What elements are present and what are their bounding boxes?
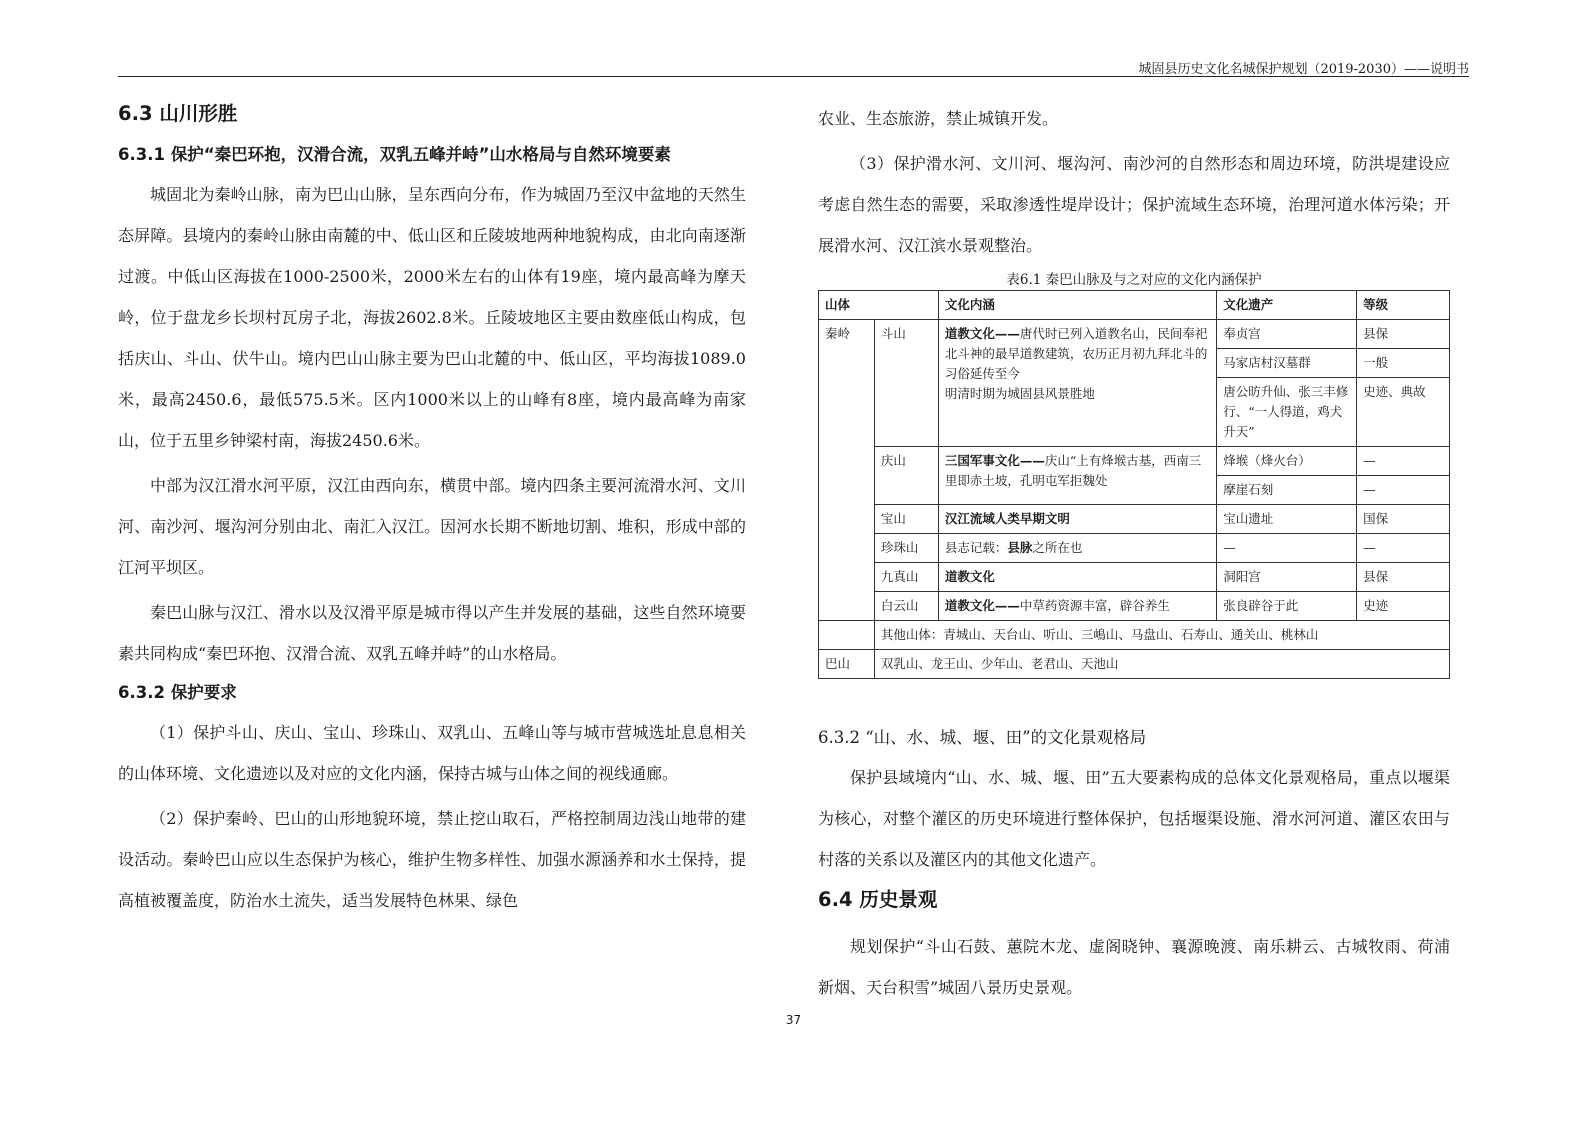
paragraph: 中部为汉江滑水河平原，汉江由西向东，横贯中部。境内四条主要河流滑水河、文川河、南沙河、堰沟河分别由北、南汇入汉江。因河水长期不断地切割、堆积，形成中部的江河平坝区。 bbox=[118, 476, 746, 577]
paragraph: 保护县域境内“山、水、城、堰、田”五大要素构成的总体文化景观格局，重点以堰渠为核心，对整个灌区的历史环境进行整体保护，包括堰渠设施、滑水河河道、灌区农田与村落的关系以及灌区内的其他文化遗产。 bbox=[818, 768, 1450, 869]
cell-heritage: 张良辟谷于此 bbox=[1217, 592, 1357, 621]
left-column bbox=[118, 98, 746, 925]
culture-text: 明清时期为城固县风景胜地 bbox=[944, 386, 1095, 401]
cell-mountain: 庆山 bbox=[874, 447, 938, 505]
cell-culture bbox=[938, 505, 1216, 534]
culture-text: 之所在也 bbox=[1032, 540, 1083, 555]
cell-culture bbox=[938, 320, 1216, 447]
cell-heritage: 烽堠（烽火台） bbox=[1217, 447, 1357, 476]
culture-bold: 县脉 bbox=[1007, 540, 1033, 555]
table-header-row bbox=[819, 291, 1450, 320]
section-heading-6-4: 6.4 历史景观 bbox=[818, 888, 938, 911]
paragraph: （2）保护秦岭、巴山的山形地貌环境，禁止挖山取石，严格控制周边浅山地带的建设活动。秦岭巴山应以生态保护为核心，维护生物多样性、加强水源涵养和水土保持，提高植被覆盖度，防治水土流失，适当发展特色林果、绿色 bbox=[118, 809, 746, 910]
cell-other-mountains: 其他山体：青城山、天台山、听山、三嶋山、马盘山、石寿山、通关山、桃林山 bbox=[874, 621, 1449, 650]
table-caption: 表6.1 秦巴山脉及与之对应的文化内涵保护 bbox=[1006, 272, 1262, 288]
paragraph: （3）保护滑水河、文川河、堰沟河、南沙河的自然形态和周边环境，防洪堤建设应考虑自然生态的需要，采取渗透性堤岸设计；保护流域生态环境，治理河道水体污染；开展滑水河、汉江滨水景观整治。 bbox=[818, 154, 1450, 255]
cell-grade: 一般 bbox=[1357, 349, 1450, 378]
cell-grade: 国保 bbox=[1357, 505, 1450, 534]
table-row bbox=[819, 621, 1450, 650]
cell-grade: 史迹、典故 bbox=[1357, 378, 1450, 447]
cell-grade: — bbox=[1357, 447, 1450, 476]
cell-heritage: 马家店村汉墓群 bbox=[1217, 349, 1357, 378]
cell-culture bbox=[938, 592, 1216, 621]
subsection-heading-6-3-2b: 6.3.2 “山、水、城、堰、田”的文化景观格局 bbox=[818, 728, 1147, 747]
th-culture: 文化内涵 bbox=[938, 291, 1216, 320]
cell-grade: 县保 bbox=[1357, 320, 1450, 349]
running-header: 城固县历史文化名城保护规划（2019-2030）——说明书 bbox=[118, 58, 1469, 77]
culture-bold: 三国军事文化—— bbox=[944, 453, 1045, 468]
cell-mountain: 九真山 bbox=[874, 563, 938, 592]
cell-mountain: 珍珠山 bbox=[874, 534, 938, 563]
th-grade: 等级 bbox=[1357, 291, 1450, 320]
cell-heritage: 奉贞宫 bbox=[1217, 320, 1357, 349]
paragraph: 秦巴山脉与汉江、滑水以及汉滑平原是城市得以产生并发展的基础，这些自然环境要素共同构成“秦巴环抱、汉滑合流、双乳五峰并峙”的山水格局。 bbox=[118, 603, 746, 663]
cell-heritage: 唐公昉升仙、张三丰修行、“一人得道，鸡犬升天” bbox=[1217, 378, 1357, 447]
subsection-heading-6-3-2: 6.3.2 保护要求 bbox=[118, 683, 237, 702]
culture-text: 唐代时已列入道教名山，民间奉祀北斗神的最早道教建筑，农历正月初九拜北斗的习俗延传至今 bbox=[944, 326, 1208, 381]
cell-mountain: 斗山 bbox=[874, 320, 938, 447]
cell-mountain: 宝山 bbox=[874, 505, 938, 534]
table-row bbox=[819, 505, 1450, 534]
culture-bold: 道教文化—— bbox=[944, 598, 1020, 613]
cell-grade: — bbox=[1357, 534, 1450, 563]
culture-bold: 道教文化 bbox=[944, 569, 995, 584]
cell-culture bbox=[938, 534, 1216, 563]
table-row bbox=[819, 534, 1450, 563]
cell-grade: 县保 bbox=[1357, 563, 1450, 592]
page-number: 37 bbox=[785, 1013, 802, 1027]
th-heritage: 文化遗产 bbox=[1217, 291, 1357, 320]
cell-heritage: 洞阳宫 bbox=[1217, 563, 1357, 592]
culture-bold: 道教文化—— bbox=[944, 326, 1020, 341]
culture-text: 庆山“上有烽堠古基，西南三里即赤土坡，孔明屯军拒魏处 bbox=[944, 453, 1202, 488]
right-column bbox=[818, 98, 1450, 1012]
cell-heritage: — bbox=[1217, 534, 1357, 563]
culture-bold: 汉江流域人类早期文明 bbox=[944, 511, 1070, 526]
culture-text: 县志记载： bbox=[944, 540, 1008, 555]
cell-qinling: 秦岭 bbox=[819, 320, 875, 621]
cell-blank bbox=[819, 621, 875, 650]
culture-text: 中草药资源丰富，辟谷养生 bbox=[1019, 598, 1170, 613]
cell-bashan: 巴山 bbox=[819, 650, 875, 679]
cell-grade: — bbox=[1357, 476, 1450, 505]
cell-culture bbox=[938, 563, 1216, 592]
table-row bbox=[819, 447, 1450, 476]
cell-culture bbox=[938, 447, 1216, 505]
subsection-heading-6-3-1: 6.3.1 保护“秦巴环抱，汉滑合流，双乳五峰并峙”山水格局与自然环境要素 bbox=[118, 145, 671, 164]
cell-heritage: 摩崖石刻 bbox=[1217, 476, 1357, 505]
table-row bbox=[819, 650, 1450, 679]
table-row bbox=[819, 563, 1450, 592]
paragraph: 城固北为秦岭山脉，南为巴山山脉，呈东西向分布，作为城固乃至汉中盆地的天然生态屏障。县境内的秦岭山脉由南麓的中、低山区和丘陵坡地两种地貌构成，由北向南逐渐过渡。中低山区海拔在1000-2500米，2000米左右的山体有19座，境内最高峰为摩天岭，位于盘龙乡长坝村瓦房子北，海拔2602.8米。丘陵坡地区主要由数座低山构成，包括庆山、斗山、伏牛山。境内巴山山脉主要为巴山北麓的中、低山区，平均海拔1089.0米，最高2450.6，最低575.5米。区内1000米以上的山峰有8座，境内最高峰为南家山，位于五里乡钟梁村南，海拔2450.6米。 bbox=[118, 185, 746, 450]
mountain-culture-table bbox=[818, 290, 1450, 679]
cell-heritage: 宝山遗址 bbox=[1217, 505, 1357, 534]
cell-bashan-list: 双乳山、龙王山、少年山、老君山、天池山 bbox=[874, 650, 1449, 679]
section-heading-6-3: 6.3 山川形胜 bbox=[118, 102, 238, 125]
table-row bbox=[819, 592, 1450, 621]
paragraph-continued: 农业、生态旅游，禁止城镇开发。 bbox=[818, 109, 1059, 128]
paragraph: 规划保护“斗山石鼓、蕙院木龙、虚阁晓钟、襄源晚渡、南乐耕云、古城牧雨、荷浦新烟、天台积雪”城固八景历史景观。 bbox=[818, 937, 1450, 997]
cell-grade: 史迹 bbox=[1357, 592, 1450, 621]
cell-mountain: 白云山 bbox=[874, 592, 938, 621]
th-mountain: 山体 bbox=[819, 291, 939, 320]
paragraph: （1）保护斗山、庆山、宝山、珍珠山、双乳山、五峰山等与城市营城选址息息相关的山体环境、文化遗迹以及对应的文化内涵，保持古城与山体之间的视线通廊。 bbox=[118, 723, 746, 783]
table-row bbox=[819, 320, 1450, 349]
